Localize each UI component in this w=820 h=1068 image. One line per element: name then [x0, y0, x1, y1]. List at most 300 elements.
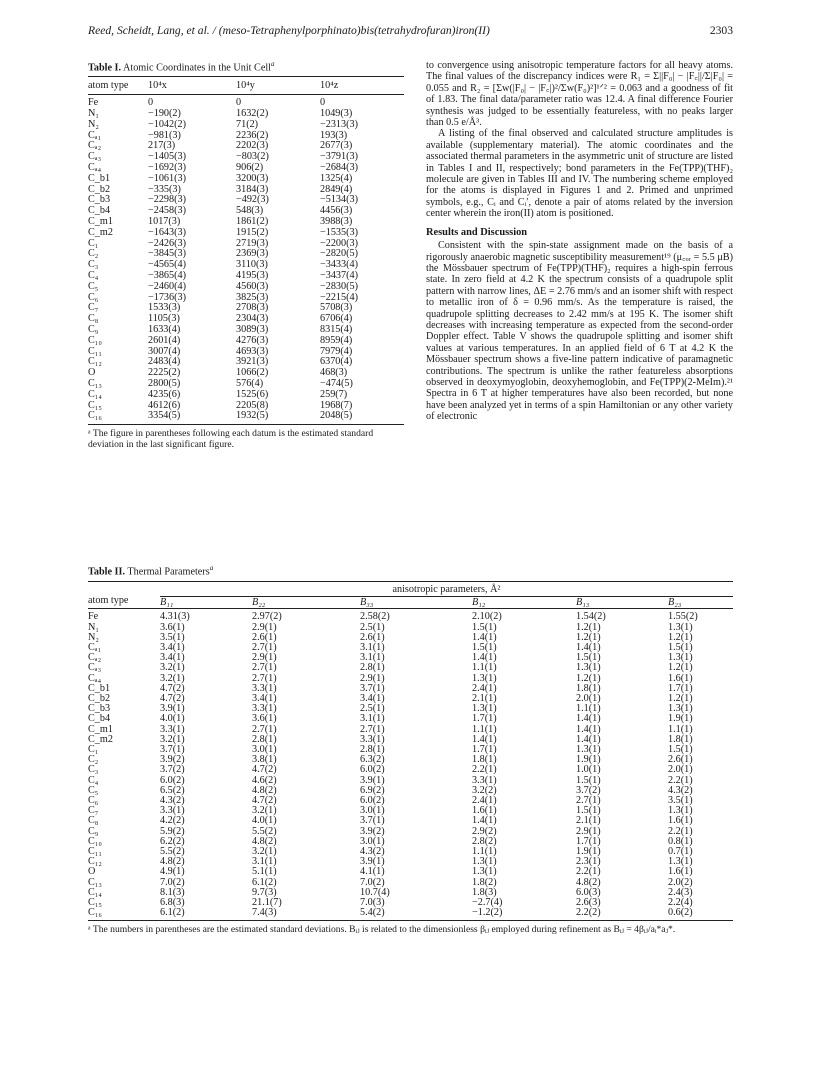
- table-1-cell: 4235(6): [148, 388, 181, 400]
- table-2-footnote: ᵃ The numbers in parentheses are the estimated standard deviations. Bᵢⱼ is related to the dimensionless βᵢⱼ employed during refinement as Bᵢⱼ = 4βᵢⱼ/aᵢ*aⱼ*.: [88, 924, 676, 936]
- table-2-cell: C₉: [88, 825, 99, 837]
- table-1-cell: 2601(4): [148, 334, 181, 346]
- table-2-cell: 4.3(2): [160, 794, 185, 806]
- table-1-cell: −1405(3): [148, 151, 186, 163]
- table-1-cell: Cₐ₂: [88, 140, 102, 152]
- table-2-cell: C₁₄: [88, 886, 102, 898]
- table-2-cell: 6.0(2): [360, 764, 385, 776]
- table-2-cell: 1.8(1): [668, 733, 693, 745]
- table-1-cell: C₉: [88, 323, 99, 335]
- table-2-cell: 1.5(1): [668, 641, 693, 653]
- table-2-cell: 2.97(2): [252, 611, 282, 623]
- table-2-group-header-row: [88, 582, 733, 596]
- table-1-cell: −3437(4): [320, 269, 358, 281]
- table-1-cell: C₁₃: [88, 377, 102, 389]
- table-1-cell: −2820(5): [320, 248, 358, 260]
- table-2-cell: 1.0(1): [576, 764, 601, 776]
- table-2-cell: C_b1: [88, 682, 111, 694]
- table-2-cell: Cₐ₄: [88, 672, 102, 684]
- table-2-cell: 1.6(1): [668, 672, 693, 684]
- table-2-cell: 8.1(3): [160, 886, 185, 898]
- table-1-row: [88, 282, 404, 293]
- table-1-cell: −2298(3): [148, 194, 186, 206]
- table-2-cell: C_b4: [88, 713, 111, 725]
- table-2-cell: 3.7(2): [160, 764, 185, 776]
- table-2-cell: 1.2(1): [576, 672, 601, 684]
- table-2-cell: 1.1(1): [576, 703, 601, 715]
- table-1-cell: 2483(4): [148, 356, 181, 368]
- table-1-cell: −3865(4): [148, 269, 186, 281]
- table-2-cell: 1.4(1): [472, 733, 497, 745]
- table-1-cell: −2215(4): [320, 291, 358, 303]
- table-2-row: [88, 735, 733, 745]
- table-1-cell: −335(3): [148, 183, 181, 195]
- table-1-cell: 6706(4): [320, 313, 353, 325]
- table-2-cell: N₂: [88, 631, 99, 643]
- table-2-cell: 3.9(2): [360, 825, 385, 837]
- table-1-cell: 2708(3): [236, 302, 269, 314]
- table-1-cell: 1017(3): [148, 215, 181, 227]
- table-2-cell: 2.9(2): [472, 825, 497, 837]
- table-2-cell: 3.4(1): [252, 692, 277, 704]
- table-2-row: [88, 674, 733, 684]
- table-2-cell: 3.2(1): [160, 662, 185, 674]
- table-1-cell: 2205(8): [236, 399, 269, 411]
- table-1-cell: N₁: [88, 107, 99, 119]
- table-1-cell: −1692(3): [148, 161, 186, 173]
- table-1-cell: 3007(4): [148, 345, 181, 357]
- table-2-group-header: anisotropic parameters, Å²: [392, 584, 501, 596]
- table-1-cell: 0: [320, 97, 326, 109]
- table-2-cell: 2.4(1): [472, 682, 497, 694]
- table-2-cell: 1.5(1): [472, 621, 497, 633]
- table-2-cell: 1.6(1): [472, 805, 497, 817]
- table-2-cell: 5.5(2): [160, 845, 185, 857]
- table-1-cell: C_b4: [88, 205, 111, 217]
- table-2-cell: 21.1(7): [252, 896, 282, 908]
- table-2-cell: 3.0(1): [360, 835, 385, 847]
- table-1-cell: C_b1: [88, 172, 111, 184]
- table-2-cell: 1.4(1): [576, 733, 601, 745]
- table-1-caption: [88, 60, 404, 73]
- table-2-cell: 2.5(1): [360, 621, 385, 633]
- table-2-cell: 1.3(1): [668, 621, 693, 633]
- table-2-cell: Cₐ₃: [88, 662, 102, 674]
- table-2-cell: N₁: [88, 621, 99, 633]
- table-2-cell: 4.8(2): [576, 876, 601, 888]
- paragraph-convergence: to convergence using anisotropic temperature factors for all heavy atoms. The final values of the discrepancy indices were R₁ = Σ||F₀| − |F꜀||/Σ|F₀| = 0.055 and R₂ = [Σw(|F₀| − |F꜀|)²/Σw(F₀)²]¹ᐟ² = 0.063 and a goodness of fit of 1.83. The final data/parameter ratio was 12.4. A final difference Fourier synthesis was judged to be essentially featureless, with no peaks larger than 0.5 e/Å³.: [426, 60, 733, 129]
- table-1-cell: −803(2): [236, 151, 269, 163]
- table-1-cell: O: [88, 367, 96, 379]
- table-2-cell: 2.6(1): [668, 754, 693, 766]
- table-2-cell: 4.7(2): [252, 794, 277, 806]
- table-2-cell: 1.3(1): [668, 856, 693, 868]
- table-2-header-atom: atom type: [88, 595, 129, 607]
- table-2-cell: 1.7(1): [472, 743, 497, 755]
- table-1-title: Atomic Coordinates in the Unit Cell: [123, 62, 271, 74]
- table-2-cell: 5.1(1): [252, 866, 277, 878]
- table-1-header-z: 10⁴z: [320, 80, 339, 92]
- table-1-cell: 4195(3): [236, 269, 269, 281]
- table-2-cell: 2.0(1): [576, 692, 601, 704]
- table-1-cell: C_m2: [88, 226, 113, 238]
- table-2-cell: 6.1(2): [252, 876, 277, 888]
- table-2-row: [88, 796, 733, 806]
- table-2-cell: 4.31(3): [160, 611, 190, 623]
- table-2-cell: 1.2(1): [668, 692, 693, 704]
- table-2-row: [88, 704, 733, 714]
- paragraph-supplementary: A listing of the final observed and calculated structure amplitudes is available (supplementary material). The atomic coordinates and the associated thermal parameters in the asymmetric unit of structure are listed in Tables I and II, respectively; bond parameters in the Fe(TPP)(THF)₂ molecule are given in Tables III and IV. The numbering scheme employed for the atoms is displayed in Figures 1 and 2. Primed and unprimed symbols, e.g., Cᵢ and Cᵢ′, denote a pair of atoms related by the inversion center wherein the iron(II) atom is positioned.: [426, 128, 733, 220]
- table-2-cell: 1.2(1): [668, 662, 693, 674]
- table-2-cell: C₁₃: [88, 876, 102, 888]
- table-2-row: [88, 623, 733, 633]
- table-2-cell: 2.9(1): [252, 621, 277, 633]
- table-1-cell: −5134(3): [320, 194, 358, 206]
- table-1-cell: −4565(4): [148, 259, 186, 271]
- table-1-cell: 4276(3): [236, 334, 269, 346]
- table-2-cell: 1.5(1): [576, 805, 601, 817]
- table-2-row: [88, 816, 733, 826]
- table-1-cell: 6370(4): [320, 356, 353, 368]
- table-2-row: [88, 653, 733, 663]
- table-2-cell: C_m2: [88, 733, 113, 745]
- table-1-cell: Cₐ₁: [88, 129, 102, 141]
- table-1-cell: 217(3): [148, 140, 176, 152]
- table-1-cell: −2313(3): [320, 118, 358, 130]
- table-2-cell: 3.9(1): [360, 774, 385, 786]
- table-2-header-b12: B₁₂: [472, 596, 576, 609]
- table-2-header-b23: B₂₃: [668, 596, 733, 609]
- table-2-row: [88, 755, 733, 765]
- table-2-cell: Cₐ₂: [88, 652, 102, 664]
- table-2-row: [88, 827, 733, 837]
- table-1-cell: C₂: [88, 248, 99, 260]
- table-1-cell: −1061(3): [148, 172, 186, 184]
- table-1-cell: 1932(5): [236, 410, 269, 422]
- table-2-cell: C₁₅: [88, 896, 102, 908]
- table-1-cell: −3845(3): [148, 248, 186, 260]
- table-2-cell: 3.8(1): [252, 754, 277, 766]
- table-1-cell: C₄: [88, 269, 99, 281]
- table-1-label: Table I.: [88, 62, 122, 74]
- table-1-cell: −2460(4): [148, 280, 186, 292]
- table-2-cell: 4.7(2): [160, 692, 185, 704]
- table-2-cell: 3.4(1): [160, 652, 185, 664]
- table-1-cell: 1968(7): [320, 399, 353, 411]
- table-1-cell: 0: [148, 97, 154, 109]
- table-2-cell: 1.3(1): [472, 866, 497, 878]
- table-1-cell: 259(7): [320, 388, 348, 400]
- table-1-cell: 1325(4): [320, 172, 353, 184]
- table-2-cell: 4.8(2): [252, 835, 277, 847]
- table-1-cell: 906(2): [236, 161, 264, 173]
- table-2-cell: 1.7(1): [668, 682, 693, 694]
- table-2-cell: 1.6(1): [668, 866, 693, 878]
- table-1-cell: 1525(6): [236, 388, 269, 400]
- running-head: [88, 24, 733, 42]
- table-2-cell: 1.3(1): [472, 672, 497, 684]
- table-2-cell: 5.9(2): [160, 825, 185, 837]
- table-1-cell: 4560(3): [236, 280, 269, 292]
- table-1-cell: 1633(4): [148, 323, 181, 335]
- table-2-cell: 5.4(2): [360, 907, 385, 919]
- table-2-cell: C₃: [88, 764, 99, 776]
- table-2-cell: 2.0(2): [668, 876, 693, 888]
- table-2-cell: 3.9(1): [360, 856, 385, 868]
- table-2-cell: 3.4(1): [360, 692, 385, 704]
- table-2-cell: 3.3(1): [472, 774, 497, 786]
- table-1-body: [88, 95, 404, 425]
- table-2-row: [88, 888, 733, 898]
- table-2-cell: Fe: [88, 611, 99, 623]
- table-2-cell: 2.2(1): [472, 764, 497, 776]
- table-2-cell: 2.1(1): [472, 692, 497, 704]
- table-2-cell: 1.4(1): [472, 815, 497, 827]
- table-1-cell: C₁₄: [88, 388, 102, 400]
- table-2-cell: 4.9(1): [160, 866, 185, 878]
- table-2-cell: 3.3(1): [252, 703, 277, 715]
- table-1-cell: 2304(3): [236, 313, 269, 325]
- table-1-caption-mark: a: [271, 60, 275, 68]
- table-2-cell: 1.3(1): [668, 652, 693, 664]
- table-2-row: [88, 663, 733, 673]
- table-2-header-row: [88, 596, 733, 609]
- table-2-cell: 2.6(1): [252, 631, 277, 643]
- table-2-grid: [88, 581, 733, 921]
- table-1-cell: −1535(3): [320, 226, 358, 238]
- table-1-cell: 3825(3): [236, 291, 269, 303]
- table-2-cell: 1.1(1): [668, 723, 693, 735]
- table-2-cell: 3.9(1): [160, 703, 185, 715]
- table-2-cell: 2.9(1): [360, 672, 385, 684]
- table-1-cell: C₈: [88, 313, 99, 325]
- table-2-cell: 6.1(2): [160, 907, 185, 919]
- table-2-body: [88, 609, 733, 921]
- table-2-header-b11: B₁₁: [160, 596, 252, 609]
- table-1-cell: −3433(4): [320, 259, 358, 271]
- table-1-cell: 2800(5): [148, 377, 181, 389]
- table-2-cell: 4.7(2): [160, 682, 185, 694]
- table-2-cell: C_b3: [88, 703, 111, 715]
- table-2-cell: C₁: [88, 743, 99, 755]
- table-2-cell: 6.8(3): [160, 896, 185, 908]
- table-1-cell: 2369(3): [236, 248, 269, 260]
- table-2-cell: 6.3(2): [360, 754, 385, 766]
- table-2-cell: 3.6(1): [252, 713, 277, 725]
- table-2-cell: 10.7(4): [360, 886, 390, 898]
- table-2-cell: 2.7(1): [252, 672, 277, 684]
- table-1-header-y: 10⁴y: [236, 80, 255, 92]
- table-2-row: [88, 643, 733, 653]
- table-1-cell: 3988(3): [320, 215, 353, 227]
- table-1-cell: 4456(3): [320, 205, 353, 217]
- table-1-cell: 5708(3): [320, 302, 353, 314]
- table-2-row: [88, 776, 733, 786]
- table-2-cell: 2.7(1): [252, 723, 277, 735]
- table-2-cell: 4.2(2): [160, 815, 185, 827]
- table-1-cell: 1533(3): [148, 302, 181, 314]
- table-2-row: [88, 878, 733, 888]
- table-1-cell: 2849(4): [320, 183, 353, 195]
- table-2-row: [88, 609, 733, 623]
- table-2-cell: 1.4(1): [472, 631, 497, 643]
- table-2-cell: 3.2(1): [160, 672, 185, 684]
- table-2-cell: 7.0(2): [360, 876, 385, 888]
- table-1-cell: Cₐ₃: [88, 151, 102, 163]
- table-2-cell: 1.3(1): [576, 662, 601, 674]
- section-heading-results: Results and Discussion: [426, 226, 528, 238]
- table-2-cell: 3.1(1): [360, 641, 385, 653]
- table-2-cell: 2.58(2): [360, 611, 390, 623]
- table-2-cell: 4.3(2): [668, 784, 693, 796]
- table-1-cell: 0: [236, 97, 242, 109]
- table-1-cell: −190(2): [148, 107, 181, 119]
- table-2-cell: 2.7(1): [360, 723, 385, 735]
- table-2-caption-mark: a: [209, 564, 214, 572]
- table-1-row: [88, 228, 404, 239]
- table-1-cell: 193(3): [320, 129, 348, 141]
- table-1-cell: 71(2): [236, 118, 259, 130]
- table-2-cell: 2.4(1): [472, 794, 497, 806]
- table-2-cell: 4.0(1): [160, 713, 185, 725]
- table-2-cell: 3.2(1): [160, 733, 185, 745]
- table-1-cell: −2684(3): [320, 161, 358, 173]
- table-2-cell: 1.5(1): [668, 743, 693, 755]
- table-2-cell: 1.9(1): [576, 754, 601, 766]
- table-2-cell: 1.3(1): [472, 703, 497, 715]
- table-1-footnote: ᵃ The figure in parentheses following each datum is the estimated standard deviation in the last significant figure.: [88, 428, 374, 451]
- table-1-cell: −1736(3): [148, 291, 186, 303]
- table-1-cell: 548(3): [236, 205, 264, 217]
- table-2-row: [88, 633, 733, 643]
- table-1-cell: C₆: [88, 291, 99, 303]
- table-2-cell: 2.6(3): [576, 896, 601, 908]
- table-2-cell: C₈: [88, 815, 99, 827]
- table-2-cell: 4.3(2): [360, 845, 385, 857]
- table-2-row: [88, 898, 733, 908]
- table-2-cell: 0.6(2): [668, 907, 693, 919]
- table-2-cell: 6.9(2): [360, 784, 385, 796]
- table-1-cell: Fe: [88, 97, 99, 109]
- table-2-cell: 6.0(2): [160, 774, 185, 786]
- table-1-cell: 8315(4): [320, 323, 353, 335]
- table-2-cell: 1.9(1): [668, 713, 693, 725]
- table-2-row: [88, 837, 733, 847]
- table-2-cell: 4.7(2): [252, 764, 277, 776]
- table-1-header-row: [88, 77, 404, 95]
- table-2-cell: Cₐ₁: [88, 641, 102, 653]
- table-2-cell: C₁₁: [88, 845, 102, 857]
- table-2-cell: 6.0(3): [576, 886, 601, 898]
- body-text-column: [426, 60, 733, 423]
- table-2-cell: 1.3(1): [668, 805, 693, 817]
- table-2-cell: 4.6(2): [252, 774, 277, 786]
- table-2-row: [88, 714, 733, 724]
- table-1-cell: C_m1: [88, 215, 113, 227]
- table-1-cell: −3791(3): [320, 151, 358, 163]
- table-2-cell: 3.3(1): [360, 733, 385, 745]
- table-2-cell: 6.0(2): [360, 794, 385, 806]
- table-2-cell: 3.7(1): [360, 682, 385, 694]
- table-1-cell: 8959(4): [320, 334, 353, 346]
- table-2-cell: 1.3(1): [668, 703, 693, 715]
- table-2-cell: 1.8(1): [472, 754, 497, 766]
- table-2-cell: 3.1(1): [360, 652, 385, 664]
- table-2-cell: C₁₂: [88, 856, 102, 868]
- table-1-cell: 4693(3): [236, 345, 269, 357]
- table-2-cell: 1.4(1): [576, 723, 601, 735]
- table-2-row: [88, 765, 733, 775]
- table-2-caption: [88, 564, 733, 577]
- table-2-row: [88, 786, 733, 796]
- table-2-cell: 2.7(1): [576, 794, 601, 806]
- table-1-row: [88, 336, 404, 347]
- table-2-header-b13: B₁₃: [576, 596, 668, 609]
- table-2-label: Table II.: [88, 566, 125, 578]
- table-2-cell: C₅: [88, 784, 99, 796]
- table-2-cell: 3.2(1): [252, 845, 277, 857]
- table-2-cell: C₇: [88, 805, 99, 817]
- table-1-cell: C₁₂: [88, 356, 102, 368]
- table-1-cell: 3200(3): [236, 172, 269, 184]
- table-1-cell: −2830(5): [320, 280, 358, 292]
- table-1-cell: 2236(2): [236, 129, 269, 141]
- table-2-row: [88, 806, 733, 816]
- table-1-cell: 4612(6): [148, 399, 181, 411]
- page-number: 2303: [709, 24, 733, 37]
- table-1-cell: −492(3): [236, 194, 269, 206]
- table-2-cell: 2.2(4): [668, 896, 693, 908]
- table-1-cell: 3354(5): [148, 410, 181, 422]
- table-2-row: [88, 745, 733, 755]
- table-2-cell: 3.5(1): [160, 631, 185, 643]
- table-1-cell: C₁₀: [88, 334, 102, 346]
- table-1-cell: −2200(3): [320, 237, 358, 249]
- table-2-cell: 1.5(1): [472, 641, 497, 653]
- table-1-cell: −2426(3): [148, 237, 186, 249]
- table-2-cell: 6.5(2): [160, 784, 185, 796]
- table-2-header-b22: B₂₂: [252, 596, 360, 609]
- table-1-cell: −1643(3): [148, 226, 186, 238]
- table-2-cell: 3.6(1): [160, 621, 185, 633]
- table-2-cell: 1.8(1): [576, 682, 601, 694]
- table-2-cell: 2.7(1): [252, 641, 277, 653]
- table-2-cell: 1.2(1): [576, 621, 601, 633]
- table-2-row: [88, 725, 733, 735]
- table-2-cell: 2.8(1): [252, 733, 277, 745]
- table-2-cell: 3.0(1): [252, 743, 277, 755]
- running-title: Reed, Scheidt, Lang, et al. / (meso-Tetraphenylporphinato)bis(tetrahydrofuran)iron(II): [88, 24, 490, 37]
- table-2-cell: 5.5(2): [252, 825, 277, 837]
- table-1-cell: 2677(3): [320, 140, 353, 152]
- table-1-cell: −981(3): [148, 129, 181, 141]
- table-2-row: [88, 847, 733, 857]
- table-1-header-x: 10⁴x: [148, 80, 167, 92]
- table-1-cell: C_b2: [88, 183, 111, 195]
- table-2-row: [88, 857, 733, 867]
- table-2-cell: 2.8(1): [360, 743, 385, 755]
- table-2-title: Thermal Parameters: [127, 566, 210, 578]
- table-2-cell: C₆: [88, 794, 99, 806]
- table-1-cell: C₁: [88, 237, 99, 249]
- table-2-cell: 1.1(1): [472, 723, 497, 735]
- table-2-cell: C₁₀: [88, 835, 102, 847]
- table-2-cell: 2.7(1): [252, 662, 277, 674]
- table-2-cell: 1.2(1): [576, 631, 601, 643]
- table-2-cell: 0.7(1): [668, 845, 693, 857]
- table-2-cell: 2.8(1): [360, 662, 385, 674]
- table-2-cell: 3.0(1): [360, 805, 385, 817]
